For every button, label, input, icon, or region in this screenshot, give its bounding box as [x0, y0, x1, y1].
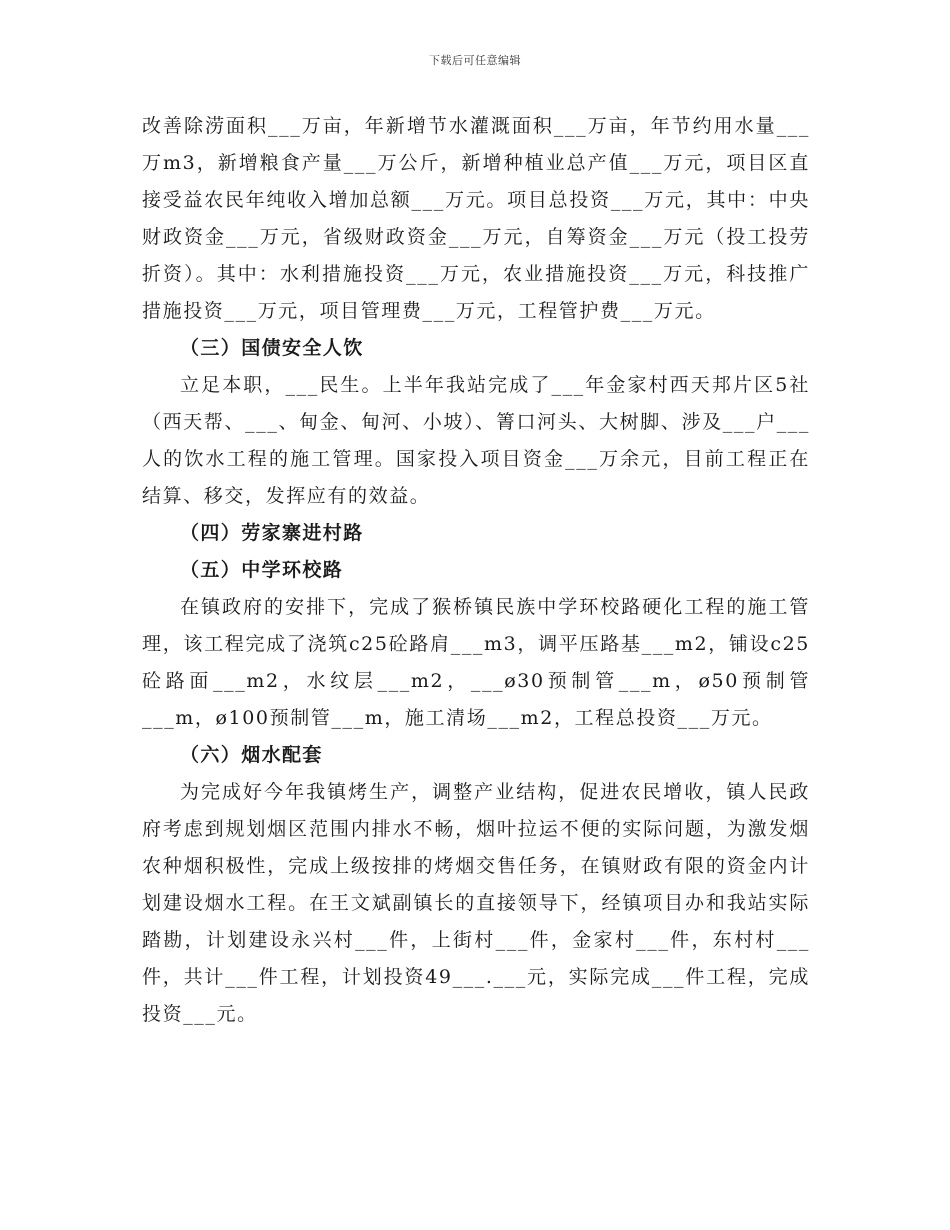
- section-heading-national-debt-water: （三）国债安全人饮: [180, 337, 364, 359]
- page-header: 下载后可任意编辑: [429, 54, 521, 67]
- section-heading-village-road: （四）劳家寨进村路: [180, 522, 364, 544]
- paragraph-tobacco-water: 为完成好今年我镇烤生产，调整产业结构，促进农民增收，镇人民政府考虑到规划烟区范围内排水不畅，烟叶拉运不便的实际问题，为激发烟农种烟积极性，完成上级按排的烤烟交售任务，在镇财政有限的资金内计划建设烟水工程。在王文斌副镇长的直接领导下，经镇项目办和我站实际踏勘，计划建设永兴村___件，上街村___件，金家村___件，东村村___件，共计___件工程，计划投资49___.___元，实际完成___件工程，完成投资___元。: [142, 781, 810, 1025]
- section-heading-school-ring-road: （五）中学环校路: [180, 559, 344, 581]
- document-body: [142, 108, 810, 1033]
- section-heading-tobacco-water: （六）烟水配套: [180, 744, 323, 766]
- paragraph-drinking-water: 立足本职，___民生。上半年我站完成了___年金家村西天邦片区5社（西天帮、___、甸金、甸河、小坡）、箐口河头、大树脚、涉及___户___人的饮水工程的施工管理。国家投入项目资金___万余元，目前工程正在结算、移交，发挥应有的效益。: [142, 374, 810, 507]
- paragraph-project-summary: 改善除涝面积___万亩，年新增节水灌溉面积___万亩，年节约用水量___万m3，新增粮食产量___万公斤，新增种植业总产值___万元，项目区直接受益农民年纯收入增加总额___万元。项目总投资___万元，其中：中央财政资金___万元，省级财政资金___万元，自筹资金___万元（投工投劳折资）。其中：水利措施投资___万元，农业措施投资___万元，科技推广措施投资___万元，项目管理费___万元，工程管护费___万元。: [142, 115, 810, 322]
- paragraph-school-road: 在镇政府的安排下，完成了猴桥镇民族中学环校路硬化工程的施工管理，该工程完成了浇筑c25砼路肩___m3，调平压路基___m2，铺设c25砼路面___m2，水纹层___m2，___ø30预制管___m，ø50预制管___m，ø100预制管___m，施工清场___m2，工程总投资___万元。: [142, 596, 810, 729]
